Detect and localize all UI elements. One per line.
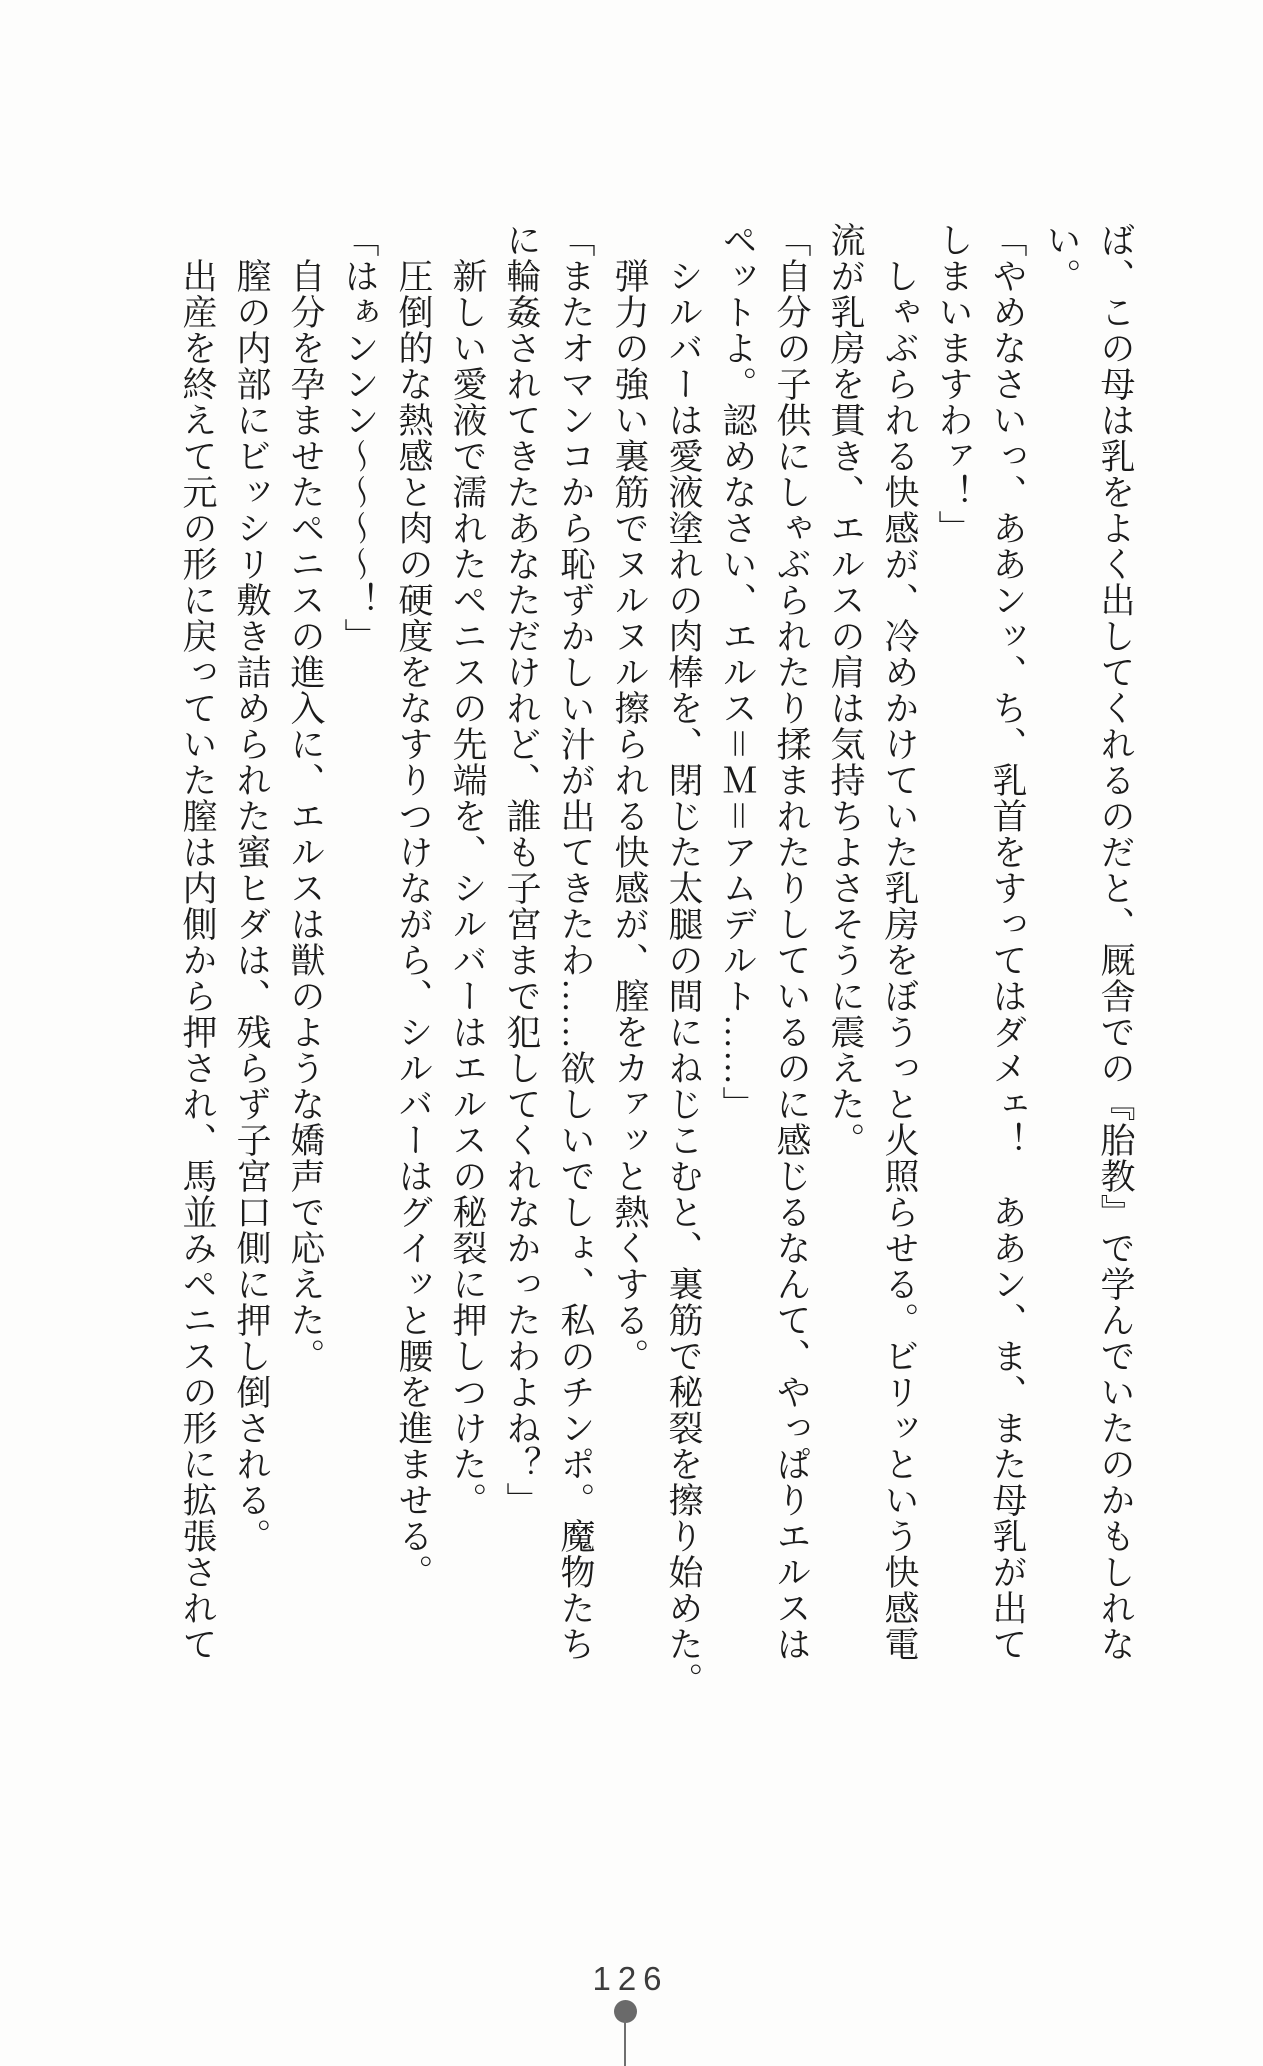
text-column: い。: [1042, 222, 1081, 294]
text-column: シルバーは愛液塗れの肉棒を、閉じた太腿の間にねじこむと、裏筋で秘裂を擦り始めた。: [664, 258, 703, 1698]
text-column: に輪姦されてきたあなただけれど、誰も子宮まで犯してくれなかったわよね？」: [502, 222, 541, 1518]
text-column: しゃぶられる快感が、冷めかけていた乳房をぼうっと火照らせる。ビリッという快感電: [880, 258, 919, 1662]
text-column: 弾力の強い裏筋でヌルヌル擦られる快感が、膣をカァッと熱くする。: [610, 258, 649, 1374]
footer-line-ornament: [624, 2020, 626, 2066]
text-column: 「はぁンンン～～～～！」: [340, 222, 379, 654]
text-column: 膣の内部にビッシリ敷き詰められた蜜ヒダは、残らず子宮口側に押し倒される。: [232, 258, 271, 1554]
text-column: 「またオマンコから恥ずかしい汁が出てきたわ……欲しいでしょ、私のチンポ。魔物たち: [556, 222, 595, 1662]
text-column: ペットよ。認めなさい、エルス＝Ｍ＝アムデルト……」: [718, 222, 757, 1123]
text-column: 新しい愛液で濡れたペニスの先端を、シルバーはエルスの秘裂に押しつけた。: [448, 258, 487, 1518]
text-column: 「やめなさいっ、ああンッ、ち、乳首をすってはダメェ！ ああン、ま、また母乳が出て: [988, 222, 1027, 1662]
page-footer: [0, 1952, 1263, 2066]
text-column: 出産を終えて元の形に戻っていた膣は内側から押され、馬並みペニスの形に拡張されて: [178, 258, 217, 1662]
text-column: しまいますわァ！」: [934, 222, 973, 546]
text-column: ば、この母は乳をよく出してくれるのだと、厩舎での『胎教』で学んでいたのかもしれな: [1096, 222, 1135, 1662]
page-number: 126: [592, 1960, 669, 1997]
text-column: 自分を孕ませたペニスの進入に、エルスは獣のような嬌声で応えた。: [286, 258, 325, 1374]
text-column: 流が乳房を貫き、エルスの肩は気持ちよさそうに震えた。: [826, 222, 865, 1158]
text-block: [170, 222, 1142, 1698]
text-column: 「自分の子供にしゃぶられたり揉まれたりしているのに感じるなんて、やっぱりエルスは: [772, 222, 811, 1662]
text-column: 圧倒的な熱感と肉の硬度をなすりつけながら、シルバーはグイッと腰を進ませる。: [394, 258, 433, 1590]
